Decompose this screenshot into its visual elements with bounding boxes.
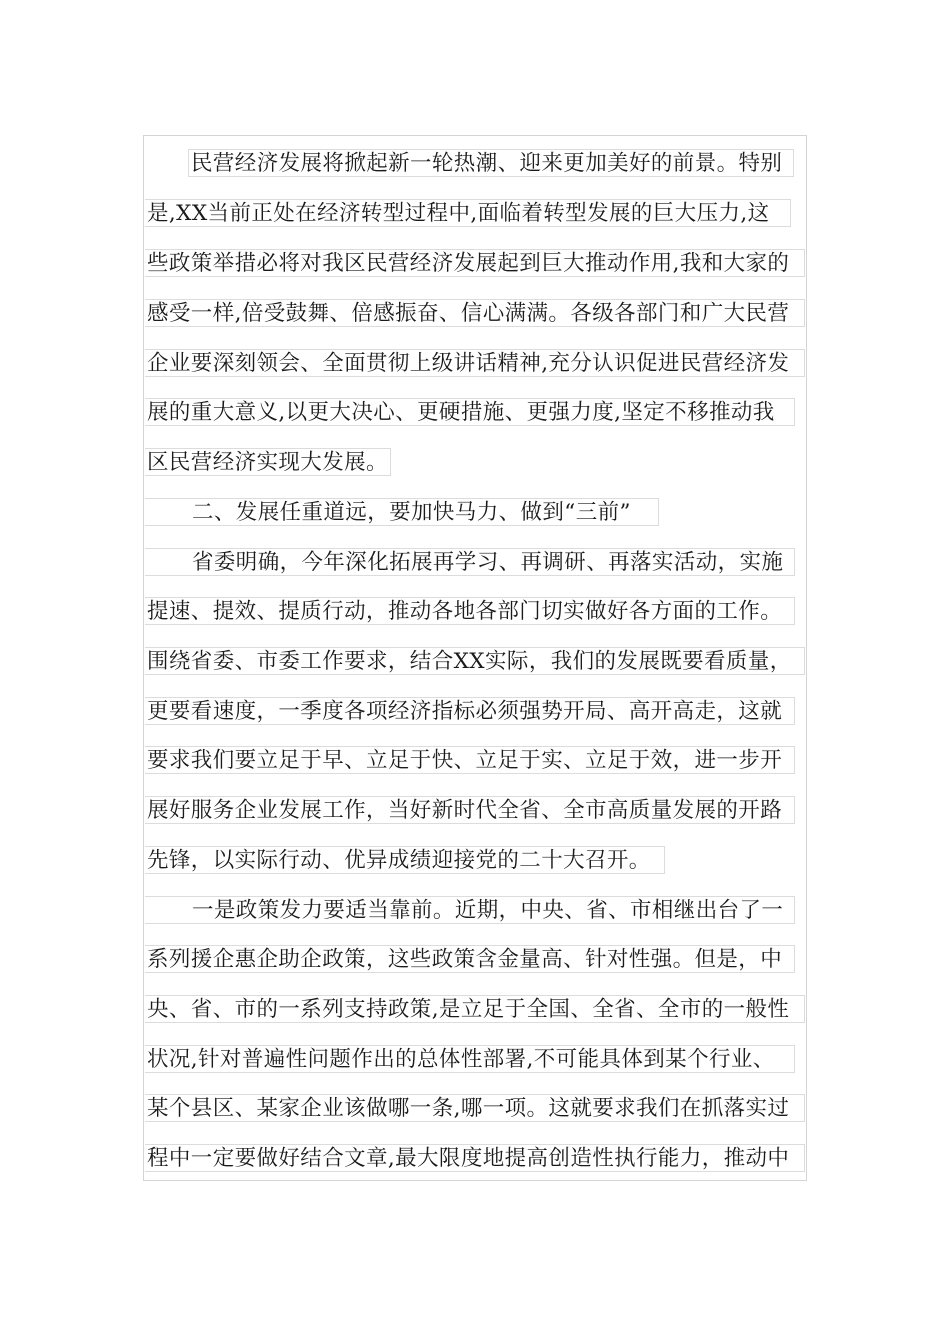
text-line: 民营经济发展将掀起新一轮热潮、迎来更加美好的前景。特别 — [188, 149, 794, 177]
text-line: 感受一样,倍受鼓舞、倍感振奋、信心满满。各级各部门和广大民营 — [145, 299, 805, 327]
section-heading: 二、发展任重道远，要加快马力、做到“三前” — [145, 498, 659, 526]
text-line: 央、省、市的一系列支持政策,是立足于全国、全省、全市的一般性 — [145, 995, 805, 1023]
text-line: 更要看速度，一季度各项经济指标必须强势开局、高开高走，这就 — [145, 697, 795, 725]
text-line: 围绕省委、市委工作要求，结合XX实际，我们的发展既要看质量， — [145, 647, 805, 675]
text-line: 状况,针对普遍性问题作出的总体性部署,不可能具体到某个行业、 — [145, 1045, 795, 1073]
text-line: 是,XX当前正处在经济转型过程中,面临着转型发展的巨大压力,这 — [145, 199, 791, 227]
text-line: 省委明确，今年深化拓展再学习、再调研、再落实活动，实施 — [145, 548, 795, 576]
text-line: 先锋，以实际行动、优异成绩迎接党的二十大召开。 — [145, 846, 665, 874]
text-line: 某个县区、某家企业该做哪一条,哪一项。这就要求我们在抓落实过 — [145, 1094, 805, 1122]
text-line: 一是政策发力要适当靠前。近期，中央、省、市相继出台了一 — [145, 896, 795, 924]
text-line: 些政策举措必将对我区民营经济发展起到巨大推动作用,我和大家的 — [145, 249, 805, 277]
text-line: 展的重大意义,以更大决心、更硬措施、更强力度,坚定不移推动我 — [145, 398, 795, 426]
text-line: 程中一定要做好结合文章,最大限度地提高创造性执行能力，推动中 — [145, 1144, 805, 1172]
text-line: 区民营经济实现大发展。 — [145, 448, 391, 476]
text-line: 展好服务企业发展工作，当好新时代全省、全市高质量发展的开路 — [145, 796, 795, 824]
text-line: 系列援企惠企助企政策，这些政策含金量高、针对性强。但是，中 — [145, 945, 795, 973]
text-line: 要求我们要立足于早、立足于快、立足于实、立足于效，进一步开 — [145, 746, 795, 774]
text-line: 提速、提效、提质行动，推动各地各部门切实做好各方面的工作。 — [145, 597, 795, 625]
text-line: 企业要深刻领会、全面贯彻上级讲话精神,充分认识促进民营经济发 — [145, 349, 805, 377]
